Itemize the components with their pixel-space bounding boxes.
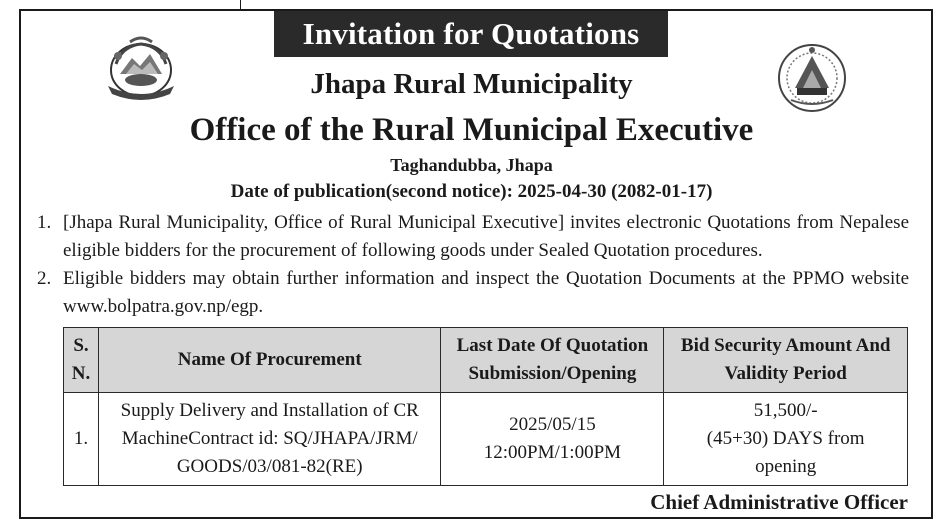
submission-time: 12:00PM/1:00PM	[483, 442, 622, 463]
header-name: Name Of Procurement	[98, 328, 441, 393]
item-number: 1.	[37, 212, 52, 233]
office-name: Office of the Rural Municipal Executive	[189, 112, 754, 148]
submission-date: 2025/05/15	[509, 414, 596, 435]
header-security: Bid Security Amount And Validity Period	[664, 328, 908, 393]
notice-banner: Invitation for Quotations	[274, 11, 668, 57]
name-line: GOODS/03/081-82(RE)	[176, 456, 363, 477]
procurement-table	[63, 327, 908, 486]
header-sn: S. N.	[64, 328, 99, 393]
header-date: Last Date Of Quotation Submission/Opening	[441, 328, 664, 393]
cell-name	[98, 393, 441, 486]
municipality-name: Jhapa Rural Municipality	[310, 68, 633, 100]
office-address: Taghandubba, Jhapa	[390, 155, 553, 175]
table-row	[64, 393, 908, 486]
notice-items	[37, 209, 909, 321]
validity-line: opening	[755, 456, 817, 477]
item-number: 2.	[37, 268, 52, 289]
item-text: [Jhapa Rural Municipality, Office of Rural Municipal Executive] invites electronic Quotations from Nepalese eligible bidders for the procurement of following goods under Sealed Quotation procedures.	[63, 212, 909, 261]
cell-sn: 1.	[64, 393, 99, 486]
validity-line: (45+30) DAYS from	[706, 428, 865, 449]
name-line: Supply Delivery and Installation of CR	[120, 400, 419, 421]
list-item	[37, 209, 909, 265]
name-line: MachineContract id: SQ/JHAPA/JRM/	[121, 428, 418, 449]
list-item	[37, 265, 909, 321]
cell-security	[664, 393, 908, 486]
table-header-row	[64, 328, 908, 393]
security-amount: 51,500/-	[753, 400, 818, 421]
cell-date	[441, 393, 664, 486]
top-divider	[240, 0, 241, 9]
publication-date: Date of publication(second notice): 2025-04-30 (2082-01-17)	[230, 181, 713, 202]
signatory-title: Chief Administrative Officer	[650, 490, 908, 514]
item-text: Eligible bidders may obtain further information and inspect the Quotation Documents at the PPMO website www.bolpatra.gov.np/egp.	[63, 268, 909, 317]
